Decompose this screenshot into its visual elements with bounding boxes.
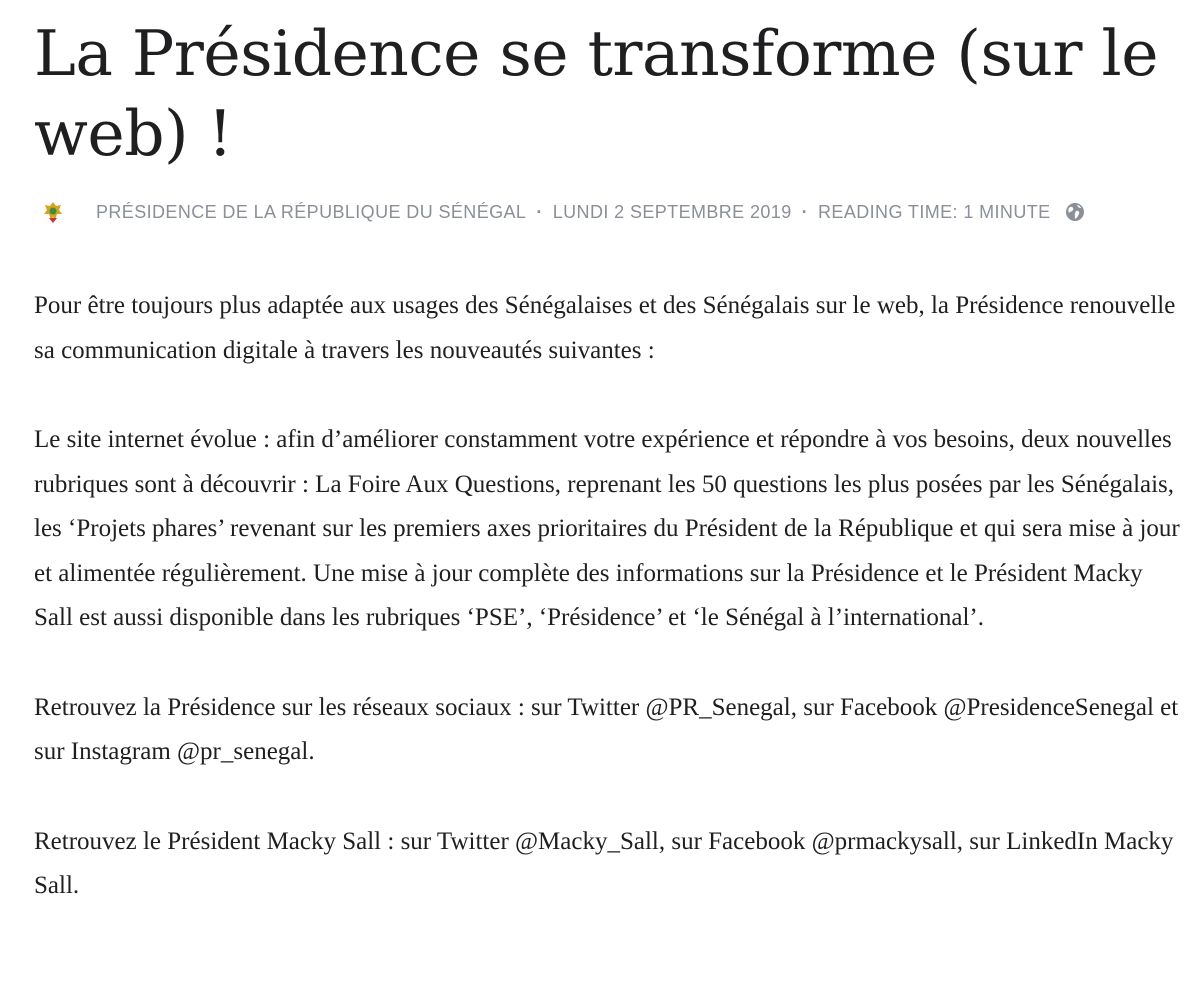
article-title: La Présidence se transforme (sur le web) ! xyxy=(34,17,1158,170)
meta-separator: · xyxy=(801,201,809,222)
publish-date: LUNDI 2 SEPTEMBRE 2019 xyxy=(552,201,792,222)
globe-icon xyxy=(1065,202,1085,222)
paragraph: Retrouvez le Président Macky Sall : sur Twitter @Macky_Sall, sur Facebook @prmackysall, sur LinkedIn Macky Sall. xyxy=(34,827,1174,899)
paragraph: Pour être toujours plus adaptée aux usages des Sénégalaises et des Sénégalais sur le web, la Présidence renouvelle sa communication digitale à travers les nouveautés suivantes : xyxy=(34,292,1176,364)
paragraph: Le site internet évolue : afin d’améliorer constamment votre expérience et répondre à vos besoins, deux nouvelles rubriques sont à découvrir : La Foire Aux Questions, reprenant les 50 questions les plus posées par les Sénégalais, les ‘Projets phares’ revenant sur les premiers axes prioritaires du Président de la République et qui sera mise à jour et alimentée régulièrement. Une mise à jour complète des informations sur la Présidence et le Président Macky Sall est aussi disponible dans les rubriques ‘PSE’, ‘Présidence’ et ‘le Sénégal à l’international’. xyxy=(34,426,1180,631)
paragraph: Retrouvez la Présidence sur les réseaux sociaux : sur Twitter @PR_Senegal, sur Facebook @PresidenceSenegal et sur Instagram @pr_senegal. xyxy=(34,693,1179,765)
emblem-icon[interactable] xyxy=(42,199,78,225)
article-meta xyxy=(34,198,1184,226)
article xyxy=(34,0,1184,954)
meta-separator: · xyxy=(536,201,543,222)
reading-time: READING TIME: 1 MINUTE xyxy=(818,201,1051,222)
author-name[interactable]: PRÉSIDENCE DE LA RÉPUBLIQUE DU SÉNÉGAL xyxy=(96,201,527,222)
article-body xyxy=(34,284,1184,909)
